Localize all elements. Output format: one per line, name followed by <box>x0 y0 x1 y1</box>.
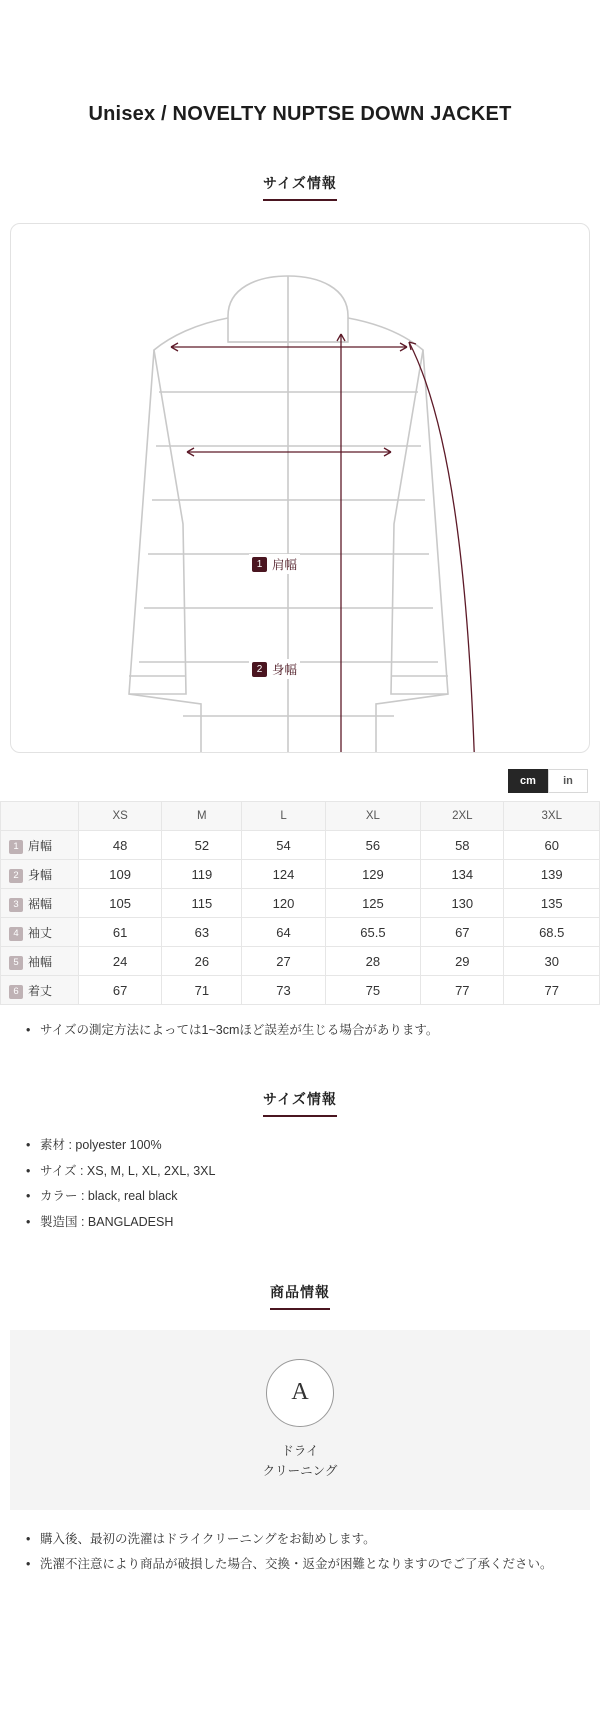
cell: 129 <box>325 860 420 889</box>
table-col-xl: XL <box>325 802 420 831</box>
cell: 52 <box>162 831 242 860</box>
list-item: • 洗濯不注意により商品が破損した場合、交換・返金が困難となりますのでご了承ください。 <box>26 1553 580 1577</box>
page-title: Unisex / NOVELTY NUPTSE DOWN JACKET <box>88 103 512 126</box>
row-label-sleeve-length <box>1 918 79 947</box>
diagram-label-shoulder-text: 肩幅 <box>272 558 298 573</box>
row-num-4: 4 <box>9 927 23 941</box>
cell: 61 <box>79 918 162 947</box>
cell: 60 <box>504 831 600 860</box>
size-guide-page <box>0 13 600 1577</box>
cell: 67 <box>79 976 162 1005</box>
cell: 24 <box>79 947 162 976</box>
dry-clean-icon: A <box>266 1359 334 1427</box>
cell: 26 <box>162 947 242 976</box>
row-label-hem <box>1 889 79 918</box>
table-row <box>1 947 600 976</box>
product-info-heading <box>0 1282 600 1310</box>
table-col-blank <box>1 802 79 831</box>
table-header-row <box>1 802 600 831</box>
row-text-6: 着丈 <box>28 983 53 998</box>
cell: 115 <box>162 889 242 918</box>
list-item: • 素材 : polyester 100% <box>26 1133 580 1159</box>
cell: 134 <box>421 860 504 889</box>
cell: 77 <box>504 976 600 1005</box>
cell: 27 <box>242 947 325 976</box>
unit-cm-button[interactable]: cm <box>508 769 548 793</box>
unit-toggle[interactable] <box>0 769 588 793</box>
cell: 73 <box>242 976 325 1005</box>
cell: 58 <box>421 831 504 860</box>
size-info-heading <box>0 1089 600 1117</box>
diagram-label-shoulder-num: 1 <box>252 557 267 572</box>
list-item: • カラー : black, real black <box>26 1184 580 1210</box>
cell: 48 <box>79 831 162 860</box>
table-row <box>1 918 600 947</box>
cell: 130 <box>421 889 504 918</box>
row-num-2: 2 <box>9 869 23 883</box>
row-num-6: 6 <box>9 985 23 999</box>
size-info-heading-text: サイズ情報 <box>263 1089 337 1117</box>
unit-in-button[interactable]: in <box>548 769 588 793</box>
list-item: • サイズ : XS, M, L, XL, 2XL, 3XL <box>26 1159 580 1185</box>
cell: 124 <box>242 860 325 889</box>
cell: 67 <box>421 918 504 947</box>
size-table <box>0 801 600 1005</box>
table-row <box>1 860 600 889</box>
cell: 63 <box>162 918 242 947</box>
cell: 30 <box>504 947 600 976</box>
row-text-4: 袖丈 <box>28 925 53 940</box>
measurement-note: • サイズの測定方法によっては1~3cmほど誤差が生じる場合があります。 <box>26 1019 580 1043</box>
size-chart-heading-text: サイズ情報 <box>263 173 337 201</box>
cell: 135 <box>504 889 600 918</box>
table-col-3xl: 3XL <box>504 802 600 831</box>
table-col-xs: XS <box>79 802 162 831</box>
diagram-label-chest-num: 2 <box>252 662 267 677</box>
cell: 65.5 <box>325 918 420 947</box>
cell: 71 <box>162 976 242 1005</box>
care-caption-line2: クリーニング <box>262 1463 338 1478</box>
diagram-label-chest-text: 身幅 <box>272 663 298 678</box>
cell: 105 <box>79 889 162 918</box>
cell: 77 <box>421 976 504 1005</box>
row-text-5: 袖幅 <box>28 954 53 969</box>
cell: 125 <box>325 889 420 918</box>
row-text-3: 裾幅 <box>28 896 53 911</box>
cell: 29 <box>421 947 504 976</box>
row-label-chest <box>1 860 79 889</box>
table-row <box>1 889 600 918</box>
table-col-l: L <box>242 802 325 831</box>
row-num-5: 5 <box>9 956 23 970</box>
cell: 120 <box>242 889 325 918</box>
cell: 139 <box>504 860 600 889</box>
row-text-2: 身幅 <box>28 867 53 882</box>
size-chart-heading <box>0 173 600 201</box>
cell: 64 <box>242 918 325 947</box>
row-num-1: 1 <box>9 840 23 854</box>
size-info-list <box>0 1133 600 1236</box>
diagram-label-chest <box>249 659 300 679</box>
list-item: • 購入後、最初の洗濯はドライクリーニングをお勧めします。 <box>26 1528 580 1552</box>
table-col-2xl: 2XL <box>421 802 504 831</box>
care-note-list <box>0 1528 600 1578</box>
cell: 28 <box>325 947 420 976</box>
care-instruction-box <box>10 1330 590 1510</box>
row-label-sleeve-width <box>1 947 79 976</box>
care-caption <box>263 1441 338 1481</box>
cell: 119 <box>162 860 242 889</box>
table-row <box>1 976 600 1005</box>
diagram-label-shoulder <box>249 554 300 574</box>
row-num-3: 3 <box>9 898 23 912</box>
care-caption-line1: ドライ <box>281 1443 319 1458</box>
cell: 54 <box>242 831 325 860</box>
table-col-m: M <box>162 802 242 831</box>
product-info-heading-text: 商品情報 <box>270 1282 330 1310</box>
cell: 75 <box>325 976 420 1005</box>
row-label-length <box>1 976 79 1005</box>
list-item: • 製造国 : BANGLADESH <box>26 1210 580 1236</box>
measurement-note-list <box>0 1019 600 1043</box>
cell: 68.5 <box>504 918 600 947</box>
cell: 56 <box>325 831 420 860</box>
row-text-1: 肩幅 <box>28 838 53 853</box>
row-label-shoulder <box>1 831 79 860</box>
garment-diagram <box>10 223 590 753</box>
cell: 109 <box>79 860 162 889</box>
table-row <box>1 831 600 860</box>
